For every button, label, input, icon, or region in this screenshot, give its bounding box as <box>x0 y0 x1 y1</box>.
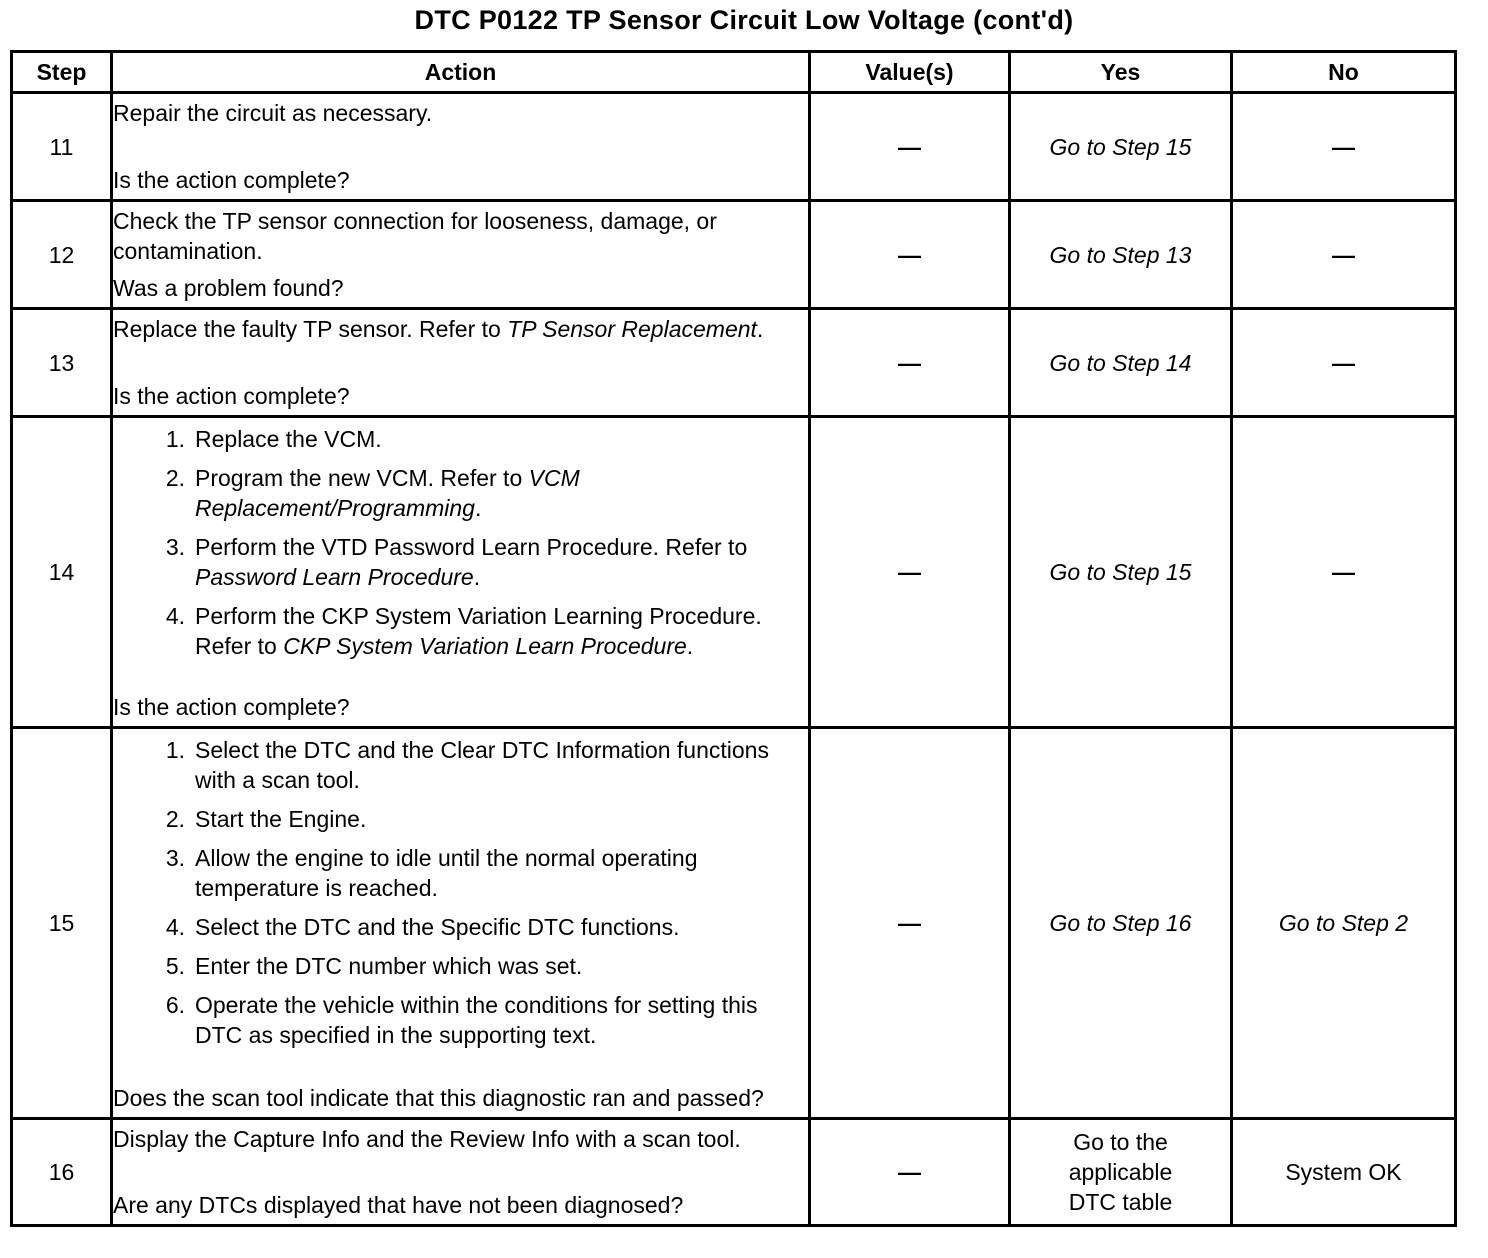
procedure-reference: TP Sensor Replacement <box>507 316 757 342</box>
no-cell: System OK <box>1232 1119 1456 1226</box>
list-item: 1. Replace the VCM. <box>165 426 382 452</box>
action-cell <box>112 93 810 201</box>
header-value: Value(s) <box>810 52 1010 93</box>
page-title: DTC P0122 TP Sensor Circuit Low Voltage (cont'd) <box>414 5 1074 35</box>
header-row <box>12 52 1456 93</box>
list-item: 3. Allow the engine to idle until the normal operating temperature is reached. <box>165 845 698 901</box>
no-cell: — <box>1232 93 1456 201</box>
action-cell <box>112 728 810 1119</box>
action-question: Is the action complete? <box>113 383 350 409</box>
header-action: Action <box>112 52 810 93</box>
step-number: 14 <box>12 417 112 728</box>
value-cell: — <box>810 201 1010 309</box>
procedure-reference: CKP System Variation Learn Procedure <box>283 633 687 659</box>
header-yes: Yes <box>1010 52 1232 93</box>
procedure-reference: VCM Replacement/Programming <box>195 465 580 521</box>
step-number: 13 <box>12 309 112 417</box>
action-cell <box>112 309 810 417</box>
step-number: 11 <box>12 93 112 201</box>
action-question: Was a problem found? <box>113 275 344 301</box>
procedure-list <box>113 424 808 670</box>
yes-cell: Go to the applicable DTC table <box>1010 1119 1232 1226</box>
action-question: Is the action complete? <box>113 694 350 720</box>
yes-cell: Go to Step 15 <box>1010 417 1232 728</box>
list-item: 2. Start the Engine. <box>165 806 367 832</box>
action-question: Are any DTCs displayed that have not been diagnosed? <box>113 1192 684 1218</box>
list-item: 4. Perform the CKP System Variation Learning Procedure. Refer to CKP System Variation Learn Procedure. <box>165 603 762 659</box>
list-item: 4. Select the DTC and the Specific DTC functions. <box>165 914 680 940</box>
header-no: No <box>1232 52 1456 93</box>
table-row <box>12 309 1456 417</box>
action-cell <box>112 201 810 309</box>
value-cell: — <box>810 417 1010 728</box>
step-number: 15 <box>12 728 112 1119</box>
table-row <box>12 417 1456 728</box>
table-row <box>12 93 1456 201</box>
action-text <box>113 314 808 344</box>
action-question: Does the scan tool indicate that this diagnostic ran and passed? <box>113 1085 764 1111</box>
table-row <box>12 728 1456 1119</box>
value-cell: — <box>810 309 1010 417</box>
action-text: Repair the circuit as necessary. <box>113 100 433 126</box>
step-number: 12 <box>12 201 112 309</box>
procedure-list <box>113 735 808 1059</box>
list-item: 1. Select the DTC and the Clear DTC Information functions with a scan tool. <box>165 737 769 793</box>
table-row <box>12 1119 1456 1226</box>
action-cell <box>112 1119 810 1226</box>
list-item: 5. Enter the DTC number which was set. <box>165 953 583 979</box>
list-item: 2. Program the new VCM. Refer to VCM Replacement/Programming. <box>165 465 580 521</box>
action-text: Check the TP sensor connection for looseness, damage, or contamination. <box>113 208 717 264</box>
table-row <box>12 201 1456 309</box>
action-text-lead: Replace the faulty TP sensor. Refer to <box>113 316 508 342</box>
value-cell: — <box>810 728 1010 1119</box>
list-item: 3. Perform the VTD Password Learn Procedure. Refer to Password Learn Procedure. <box>165 534 748 590</box>
no-cell: — <box>1232 309 1456 417</box>
no-cell: Go to Step 2 <box>1232 728 1456 1119</box>
yes-cell: Go to Step 16 <box>1010 728 1232 1119</box>
value-cell: — <box>810 93 1010 201</box>
action-question: Is the action complete? <box>113 167 350 193</box>
header-step: Step <box>12 52 112 93</box>
action-cell <box>112 417 810 728</box>
action-text: Display the Capture Info and the Review Info with a scan tool. <box>113 1126 741 1152</box>
value-cell: — <box>810 1119 1010 1226</box>
procedure-reference: Password Learn Procedure <box>195 564 474 590</box>
yes-cell: Go to Step 15 <box>1010 93 1232 201</box>
yes-cell: Go to Step 14 <box>1010 309 1232 417</box>
step-number: 16 <box>12 1119 112 1226</box>
diagnostic-table <box>10 50 1457 1227</box>
no-cell: — <box>1232 417 1456 728</box>
no-cell: — <box>1232 201 1456 309</box>
action-text-tail: . <box>756 316 764 342</box>
list-item: 6. Operate the vehicle within the conditions for setting this DTC as specified in the supporting text. <box>165 992 758 1048</box>
yes-cell: Go to Step 13 <box>1010 201 1232 309</box>
